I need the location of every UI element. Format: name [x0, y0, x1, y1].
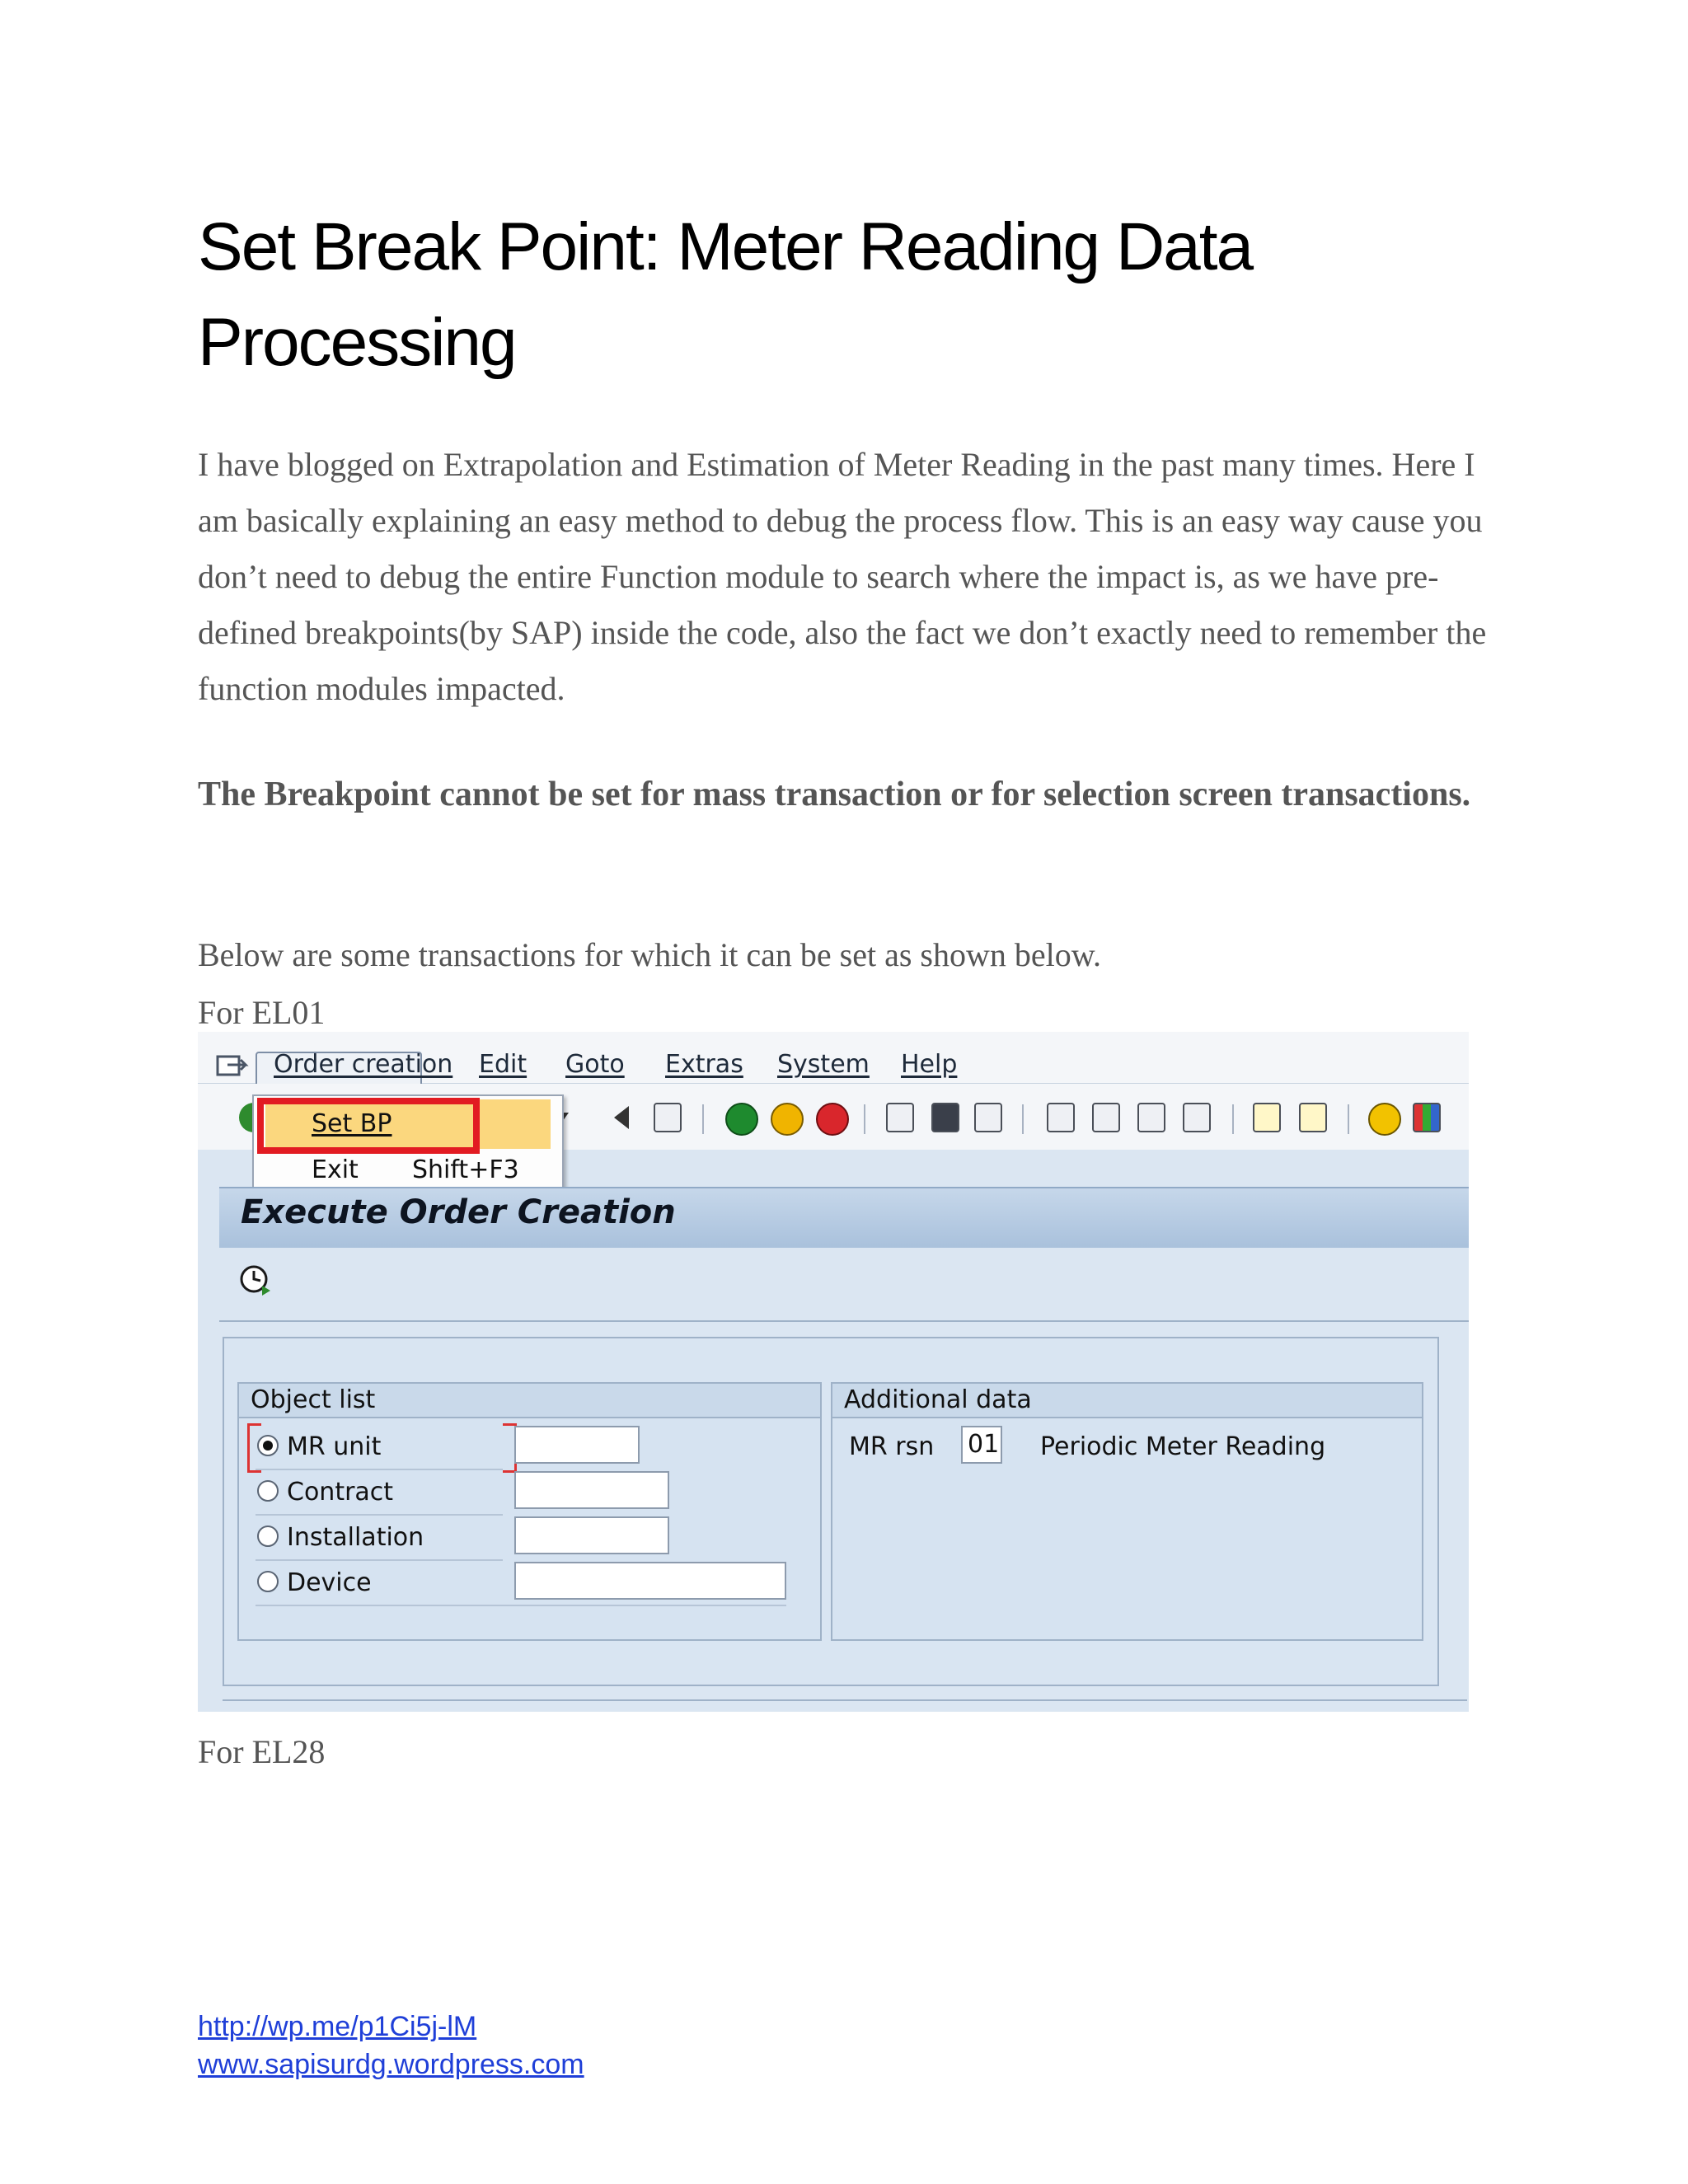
- menu-system[interactable]: System: [777, 1050, 870, 1079]
- object-list-group: [237, 1382, 822, 1641]
- el01-label: For EL01: [198, 994, 326, 1031]
- option-mr-unit: MR unit: [287, 1432, 382, 1461]
- page-title: [198, 199, 1517, 391]
- option-installation: Installation: [287, 1523, 424, 1552]
- help-icon[interactable]: [1368, 1103, 1401, 1136]
- title-line-1: Set Break Point: Meter Reading Data: [198, 209, 1253, 284]
- toolbar-separator: [1022, 1104, 1024, 1134]
- additional-data-group: [831, 1382, 1423, 1641]
- layout-menu-icon[interactable]: [1413, 1103, 1441, 1132]
- menu-icon[interactable]: [216, 1053, 249, 1080]
- first-page-icon[interactable]: [1047, 1103, 1075, 1132]
- find-icon[interactable]: [931, 1103, 959, 1132]
- additional-data-title: Additional data: [832, 1384, 1422, 1418]
- bottom-divider: [223, 1699, 1467, 1701]
- object-list-title: Object list: [239, 1384, 820, 1418]
- menu-help[interactable]: Help: [901, 1050, 958, 1079]
- sap-screenshot: [198, 1032, 1469, 1712]
- screen-title: Execute Order Creation: [241, 1193, 676, 1231]
- toolbar-separator: [1348, 1104, 1349, 1134]
- el28-label: For EL28: [198, 1733, 326, 1770]
- radio-installation[interactable]: [257, 1526, 279, 1547]
- row-divider: [256, 1559, 503, 1561]
- radio-mr-unit[interactable]: [257, 1435, 279, 1456]
- back-icon[interactable]: [725, 1103, 758, 1136]
- toolbar-separator: [1232, 1104, 1234, 1134]
- mr-rsn-label: MR rsn: [849, 1432, 935, 1461]
- device-input[interactable]: [514, 1562, 786, 1600]
- installation-input[interactable]: [514, 1516, 669, 1554]
- row-divider: [256, 1514, 503, 1516]
- transactions-intro: Below are some transactions for which it can be set as shown below.: [198, 936, 1101, 973]
- menu-option-exit-shortcut: Shift+F3: [412, 1155, 519, 1184]
- mr-unit-input[interactable]: [514, 1426, 640, 1464]
- toolbar-separator: [702, 1104, 704, 1134]
- title-line-2: Processing: [198, 305, 516, 380]
- application-toolbar: [219, 1248, 1469, 1322]
- exit-icon[interactable]: [771, 1103, 804, 1136]
- cancel-icon[interactable]: [816, 1103, 849, 1136]
- menu-option-set-bp[interactable]: Set BP: [312, 1109, 392, 1138]
- short-link[interactable]: http://wp.me/p1Ci5j-lM: [198, 2011, 477, 2042]
- row-divider: [256, 1469, 503, 1470]
- print-icon[interactable]: [886, 1103, 914, 1132]
- previous-page-icon[interactable]: [1092, 1103, 1120, 1132]
- last-page-icon[interactable]: [1183, 1103, 1211, 1132]
- menu-order-creation[interactable]: Order creation: [274, 1050, 453, 1079]
- intro-paragraph: I have blogged on Extrapolation and Estimation of Meter Reading in the past many times. Here I am basically explaining an easy method to debug the process flow. This is an easy way cause you don’t need to debug the entire Function module to search where the impact is, as we have pre-defined breakpoints(by SAP) inside the code, also the fact we don’t exactly need to remember the function modules impacted.: [198, 446, 1487, 707]
- shortcut-icon[interactable]: [1299, 1103, 1327, 1132]
- radio-selected-dot: [263, 1441, 273, 1451]
- toolbar-separator: [864, 1104, 865, 1134]
- find-next-icon[interactable]: [974, 1103, 1002, 1132]
- blog-link[interactable]: www.sapisurdg.wordpress.com: [198, 2049, 584, 2080]
- save-icon[interactable]: [654, 1103, 682, 1132]
- row-divider: [256, 1605, 786, 1606]
- create-session-icon[interactable]: [1253, 1103, 1281, 1132]
- next-page-icon[interactable]: [1137, 1103, 1165, 1132]
- contract-input[interactable]: [514, 1471, 669, 1509]
- mr-rsn-description: Periodic Meter Reading: [1040, 1432, 1326, 1461]
- radio-contract[interactable]: [257, 1480, 279, 1502]
- menu-edit[interactable]: Edit: [479, 1050, 528, 1079]
- mr-rsn-input[interactable]: 01: [961, 1426, 1002, 1464]
- order-creation-dropdown: [252, 1094, 564, 1200]
- back-triangle-icon[interactable]: [614, 1106, 629, 1129]
- menu-extras[interactable]: Extras: [665, 1050, 743, 1079]
- option-contract: Contract: [287, 1478, 394, 1507]
- option-device: Device: [287, 1568, 372, 1597]
- breakpoint-note: The Breakpoint cannot be set for mass transaction or for selection screen transactions.: [198, 776, 1471, 813]
- execute-clock-icon[interactable]: [239, 1263, 274, 1297]
- menu-option-exit[interactable]: Exit: [312, 1155, 359, 1184]
- menu-goto[interactable]: Goto: [565, 1050, 625, 1079]
- radio-device[interactable]: [257, 1571, 279, 1592]
